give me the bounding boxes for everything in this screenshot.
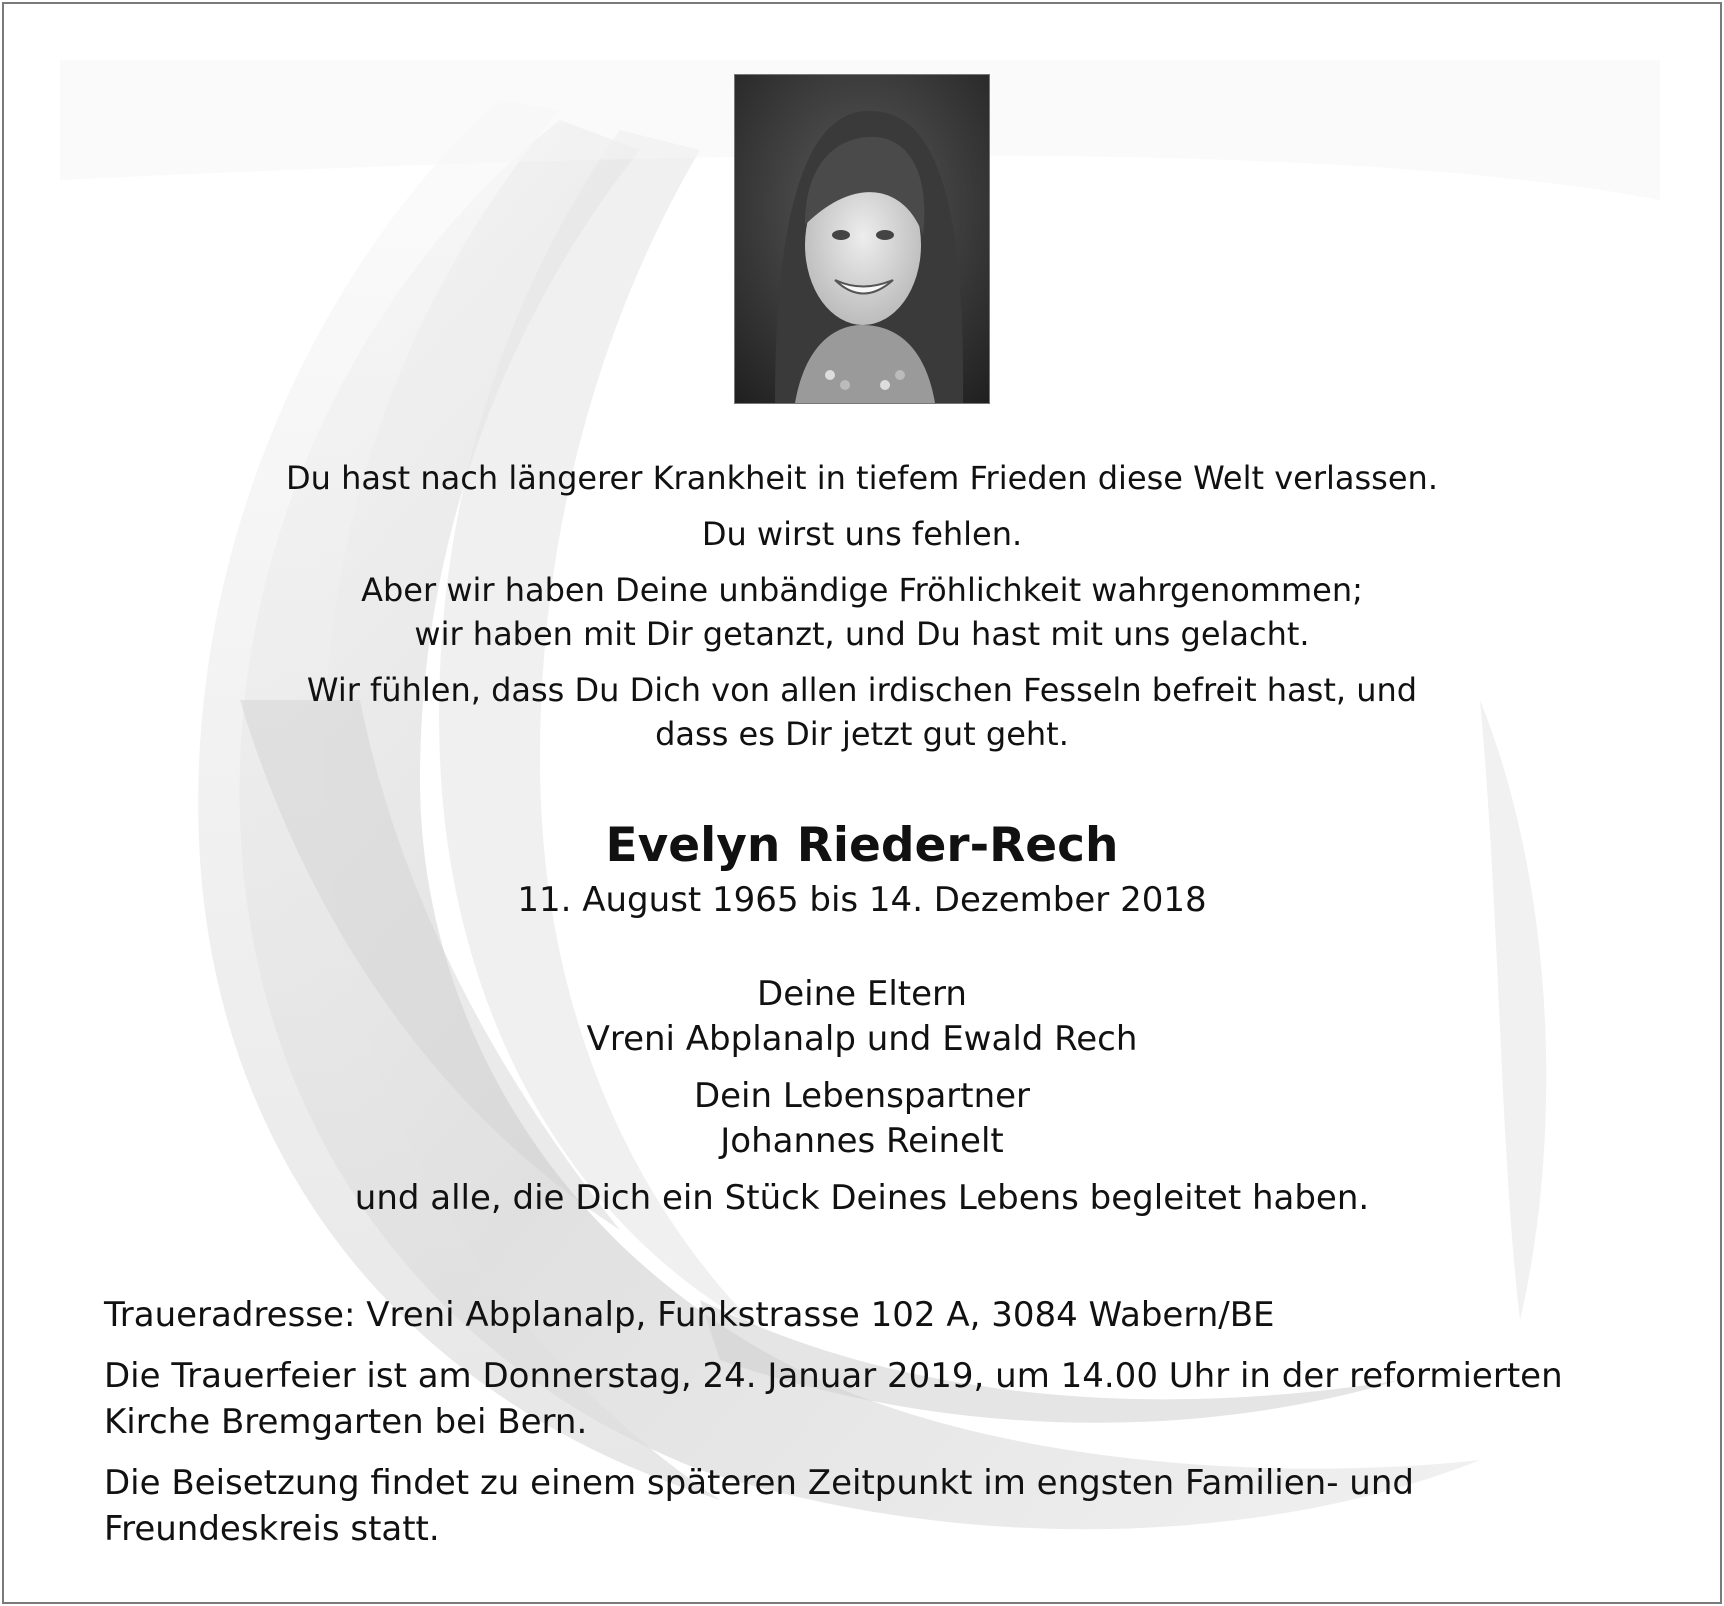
deceased-name: Evelyn Rieder-Rech <box>605 818 1119 873</box>
others-line: und alle, die Dich ein Stück Deines Lebens begleitet haben. <box>354 1178 1370 1218</box>
funeral-ceremony <box>104 1353 1644 1445</box>
parents-names: Vreni Abplanalp und Ewald Rech <box>586 1019 1138 1059</box>
verse-line-2: Du wirst uns fehlen. <box>701 515 1023 553</box>
portrait-icon <box>735 75 989 403</box>
parents-label: Deine Eltern <box>757 974 967 1014</box>
partner <box>0 1074 1724 1164</box>
partner-name: Johannes Reinelt <box>720 1121 1004 1161</box>
ceremony-line-2: Kirche Bremgarten bei Bern. <box>104 1402 588 1442</box>
verse <box>0 456 1724 768</box>
verse-line-1: Du hast nach längerer Krankheit in tiefem Frieden diese Welt verlassen. <box>286 459 1438 497</box>
portrait-photo <box>734 74 990 404</box>
verse-line-3b: wir haben mit Dir getanzt, und Du hast mit uns gelacht. <box>414 615 1310 653</box>
ceremony-line-1: Die Trauerfeier ist am Donnerstag, 24. Januar 2019, um 14.00 Uhr in der reformierten <box>104 1356 1563 1396</box>
verse-line-3a: Aber wir haben Deine unbändige Fröhlichkeit wahrgenommen; <box>361 571 1363 609</box>
deceased-block <box>0 816 1724 922</box>
verse-paragraph-4 <box>0 668 1724 756</box>
burial-info <box>104 1460 1644 1552</box>
verse-paragraph-3 <box>0 568 1724 656</box>
burial-line-2: Freundeskreis statt. <box>104 1509 440 1549</box>
life-dates: 11. August 1965 bis 14. Dezember 2018 <box>517 880 1207 920</box>
family-block <box>0 972 1724 1233</box>
verse-line-4a: Wir fühlen, dass Du Dich von allen irdischen Fesseln befreit hast, und <box>306 671 1418 709</box>
verse-line-4b: dass es Dir jetzt gut geht. <box>655 715 1069 753</box>
parents <box>0 972 1724 1062</box>
details-block <box>104 1292 1644 1567</box>
partner-label: Dein Lebenspartner <box>693 1076 1031 1116</box>
burial-line-1: Die Beisetzung findet zu einem späteren Zeitpunkt im engsten Familien- und <box>104 1463 1414 1503</box>
mourning-address: Traueradresse: Vreni Abplanalp, Funkstrasse 102 A, 3084 Wabern/BE <box>104 1295 1275 1335</box>
